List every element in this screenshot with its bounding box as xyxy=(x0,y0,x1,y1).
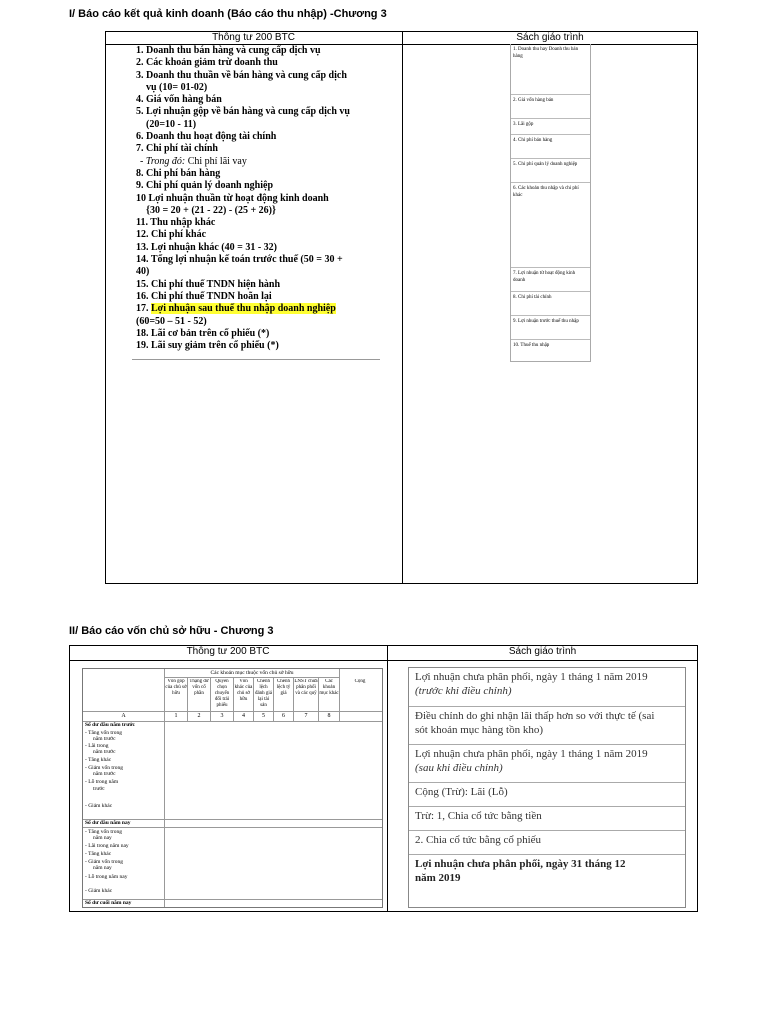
list-item: {30 = 20 + (21 - 22) - (25 + 26)} xyxy=(146,204,276,216)
textbook-item: 10. Thuế thu nhập xyxy=(511,339,590,361)
equity-row-label: trước xyxy=(93,786,105,792)
list-item: 4. Giá vốn hàng bán xyxy=(136,94,222,106)
equity-column-header: Vốn góp của chủ sở hữu xyxy=(165,679,187,696)
circular-item-list xyxy=(136,45,380,352)
equity-column-number: 4 xyxy=(242,713,245,719)
textbook-item: 8. Chi phí tài chính xyxy=(511,291,590,315)
equity-row-label: năm trước xyxy=(93,749,116,755)
textbook-row-text: Lợi nhuận chưa phân phối, ngày 31 tháng 12 xyxy=(415,858,626,870)
equity-row-label: năm nay xyxy=(93,835,112,841)
equity-group-header: Các khoản mục thuộc vốn chủ sở hữu xyxy=(210,670,294,676)
equity-column-header: Thặng dư vốn cổ phần xyxy=(189,679,209,696)
section1-title: I/ Báo cáo kết quả kinh doanh (Báo cáo thu nhập) -Chương 3 xyxy=(69,8,387,20)
equity-row-label: Số dư cuối năm nay xyxy=(85,900,132,906)
textbook-row-subtext: (sau khi điều chỉnh) xyxy=(415,762,503,774)
section1-col-right-header: Sách giáo trình xyxy=(516,32,584,43)
equity-column-header: Quyền chọn chuyển đổi trái phiếu xyxy=(214,679,230,708)
equity-row-label: - Lỗ trong năm nay xyxy=(85,874,128,880)
textbook-item: 5. Chi phí quản lý doanh nghiệp xyxy=(511,158,590,182)
equity-row-label: Số dư đầu năm nay xyxy=(85,820,131,826)
equity-row-label: - Giảm khác xyxy=(85,888,113,894)
list-item: vụ (10= 01-02) xyxy=(146,81,208,93)
section2-title: II/ Báo cáo vốn chủ sở hữu - Chương 3 xyxy=(69,625,274,637)
list-item-prefix: - Trong đó: xyxy=(140,155,186,167)
list-item: 6. Doanh thu hoạt động tài chính xyxy=(136,131,277,143)
textbook-item: 9. Lợi nhuận trước thuế thu nhập xyxy=(511,315,590,339)
list-item-number: 17. xyxy=(136,303,149,315)
equity-row-label: - Lãi trong năm nay xyxy=(85,843,129,849)
equity-column-number: 8 xyxy=(327,713,331,719)
textbook-row xyxy=(409,806,685,830)
equity-column-number: 7 xyxy=(304,713,308,719)
list-item: 3. Doanh thu thuần về bán hàng và cung cấp dịch xyxy=(136,69,347,81)
equity-row-label: - Giảm khác xyxy=(85,803,113,809)
textbook-row-text: Điều chỉnh do ghi nhận lãi thấp hơn so với thực tế (sai xyxy=(415,710,655,722)
textbook-item: 4. Chi phí bán hàng xyxy=(511,134,590,158)
list-item: (20=10 - 11) xyxy=(146,118,197,130)
list-item: 14. Tổng lợi nhuận kế toán trước thuế (50 = 30 + xyxy=(136,254,343,266)
equity-row-label: năm nay xyxy=(93,865,112,871)
textbook-row xyxy=(409,854,685,907)
list-item: 9. Chi phí quản lý doanh nghiệp xyxy=(136,180,274,192)
highlighted-list-item: Lợi nhuận sau thuế thu nhập doanh nghiệp xyxy=(151,303,336,315)
list-item: 16. Chi phí thuế TNDN hoãn lại xyxy=(136,290,272,302)
textbook-row-subtext: sót khoản mục hàng tồn kho) xyxy=(415,724,544,736)
list-item: 11. Thu nhập khác xyxy=(136,217,216,229)
textbook-retained-earnings-table xyxy=(408,667,686,908)
equity-column-header: Vốn khác của chủ sở hữu xyxy=(234,679,253,702)
equity-column-header: Các khoản mục khác xyxy=(319,679,339,696)
equity-column-header: Chênh lệch đánh giá lại tài sản xyxy=(254,679,273,708)
textbook-item: 6. Các khoản thu nhập và chi phí khác xyxy=(511,182,590,267)
list-item: 2. Các khoản giảm trừ doanh thu xyxy=(136,57,278,69)
list-item: 40) xyxy=(136,266,150,278)
list-item: Chi phí lãi vay xyxy=(187,155,247,167)
equity-row-label: - Giảm vốn trong xyxy=(85,859,124,865)
equity-column-number: 3 xyxy=(220,713,224,719)
section1-col-left-header: Thông tư 200 BTC xyxy=(212,32,295,43)
textbook-row xyxy=(409,830,685,854)
textbook-row xyxy=(409,668,685,706)
textbook-item: 2. Giá vốn hàng bán xyxy=(511,94,590,118)
list-item: (60=50 – 51 - 52) xyxy=(136,315,207,327)
equity-row-label: Số dư đầu năm trước xyxy=(85,722,135,728)
list-item: 13. Lợi nhuận khác (40 = 31 - 32) xyxy=(136,241,277,253)
equity-row-label: năm trước xyxy=(93,736,116,742)
textbook-item: 3. Lãi gộp xyxy=(511,118,590,134)
list-item: 18. Lãi cơ bản trên cổ phiếu (*) xyxy=(136,327,270,339)
section2-col-left-header: Thông tư 200 BTC xyxy=(186,646,270,657)
textbook-row xyxy=(409,744,685,782)
equity-row-label: - Lỗ trong năm xyxy=(85,779,119,785)
textbook-row xyxy=(409,706,685,744)
equity-column-header: Chênh lệch tỷ giá xyxy=(276,679,291,696)
textbook-row-text: Cộng (Trừ): Lãi (Lỗ) xyxy=(415,786,508,798)
equity-change-table xyxy=(82,668,383,908)
equity-row-label: - Tăng khác xyxy=(85,851,112,857)
textbook-row-text: Lợi nhuận chưa phân phối, ngày 1 tháng 1 năm 2019 xyxy=(415,748,648,760)
list-item: 19. Lãi suy giảm trên cổ phiếu (*) xyxy=(136,340,279,352)
list-item: 10 Lợi nhuận thuần từ hoạt động kinh doanh xyxy=(136,192,329,204)
equity-row-label: - Tăng vốn trong xyxy=(85,829,123,835)
list-item: 12. Chi phí khác xyxy=(136,229,207,241)
section2-col-right-header: Sách giáo trình xyxy=(508,646,577,657)
textbook-row-text: Trừ: 1, Chia cổ tức bằng tiền xyxy=(415,810,542,822)
list-item: 8. Chi phí bán hàng xyxy=(136,167,221,179)
equity-column-header: LNST chưa phân phối và các quỹ xyxy=(294,679,318,696)
equity-row-label: - Tăng vốn trong xyxy=(85,730,123,736)
equity-column-header: Cộng xyxy=(354,679,366,684)
section1-column-divider xyxy=(402,31,403,584)
section2-column-divider xyxy=(387,645,388,912)
equity-row-label: - Tăng khác xyxy=(85,757,112,763)
equity-column-number: A xyxy=(121,713,126,719)
textbook-item: 1. Doanh thu hay Doanh thu bán hàng xyxy=(513,47,579,59)
equity-column-number: 2 xyxy=(197,713,201,719)
list-item: 15. Chi phí thuế TNDN hiện hành xyxy=(136,278,281,290)
textbook-row xyxy=(409,782,685,806)
textbook-row-text: 2. Chia cổ tức bằng cổ phiếu xyxy=(415,834,542,846)
list-item: 5. Lợi nhuận gộp về bán hàng và cung cấp dịch vụ xyxy=(136,106,350,118)
textbook-row-text: Lợi nhuận chưa phân phối, ngày 1 tháng 1 năm 2019 xyxy=(415,671,648,683)
list-item: 7. Chi phí tài chính xyxy=(136,143,218,155)
textbook-row-subtext: năm 2019 xyxy=(415,872,461,884)
equity-row-label: - Lãi trong xyxy=(85,743,109,749)
textbook-item-list xyxy=(510,44,591,362)
equity-column-number: 6 xyxy=(282,713,285,719)
list-item: 1. Doanh thu bán hàng và cung cấp dịch vụ xyxy=(136,45,321,56)
textbook-row-subtext: (trước khi điều chỉnh) xyxy=(415,685,512,697)
equity-row-label: năm trước xyxy=(93,771,116,777)
equity-column-number: 5 xyxy=(262,713,265,719)
equity-row-label: - Giảm vốn trong xyxy=(85,765,124,771)
equity-column-number: 1 xyxy=(174,713,178,719)
section2-header-divider xyxy=(69,660,698,661)
textbook-item: 7. Lợi nhuận từ hoạt động kinh doanh xyxy=(511,267,590,291)
